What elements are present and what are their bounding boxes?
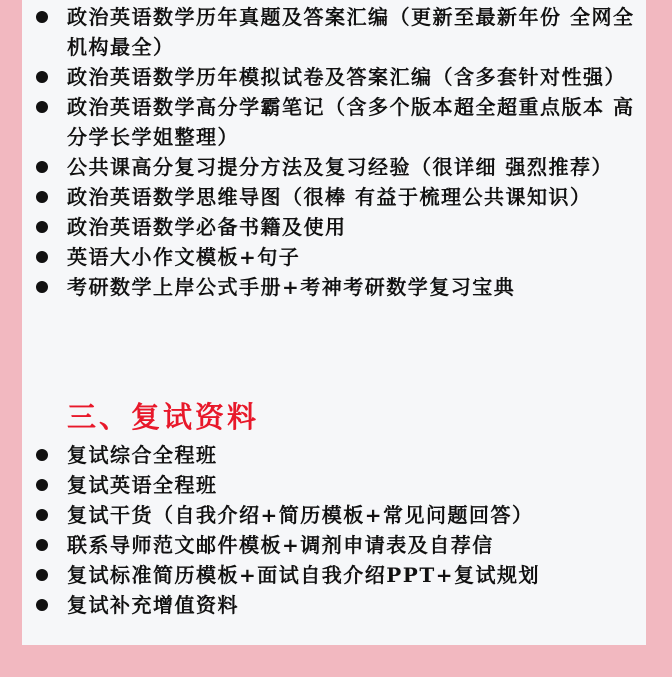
list-item xyxy=(22,152,646,182)
list-item xyxy=(22,212,646,242)
list-item-text: 英语大小作文模板+句子 xyxy=(67,245,301,269)
list-item xyxy=(22,272,646,302)
list-item-text: 联系导师范文邮件模板+调剂申请表及自荐信 xyxy=(67,533,494,557)
list-item-text: 复试英语全程班 xyxy=(67,473,218,497)
list-item xyxy=(22,470,646,500)
bullet-icon xyxy=(36,539,48,551)
bullet-icon xyxy=(36,251,48,263)
bullet-icon xyxy=(36,509,48,521)
list-item xyxy=(22,530,646,560)
bullet-icon xyxy=(36,101,48,113)
list-item-text: 复试综合全程班 xyxy=(67,443,218,467)
list-item xyxy=(22,242,646,272)
bullet-icon xyxy=(36,569,48,581)
list-item-text: 政治英语数学思维导图（很棒 有益于梳理公共课知识） xyxy=(67,185,592,209)
list-item xyxy=(22,560,646,590)
list-item-text: 政治英语数学必备书籍及使用 xyxy=(67,215,347,239)
bullet-icon xyxy=(36,479,48,491)
list-item-text: 复试标准简历模板+面试自我介绍PPT+复试规划 xyxy=(67,563,540,587)
content-panel xyxy=(22,0,646,645)
list-item xyxy=(22,182,646,212)
list-item-text: 考研数学上岸公式手册+考神考研数学复习宝典 xyxy=(67,275,516,299)
bullet-icon xyxy=(36,11,48,23)
bullet-icon xyxy=(36,191,48,203)
bullet-icon xyxy=(36,449,48,461)
section-three-heading: 三、复试资料 xyxy=(67,400,260,434)
bullet-icon xyxy=(36,599,48,611)
section-two-list xyxy=(22,2,646,302)
bullet-icon xyxy=(36,71,48,83)
list-item xyxy=(22,92,646,152)
list-item xyxy=(22,62,646,92)
list-item xyxy=(22,500,646,530)
list-item-text: 公共课高分复习提分方法及复习经验（很详细 强烈推荐） xyxy=(67,155,613,179)
section-three-list xyxy=(22,440,646,620)
list-item xyxy=(22,590,646,620)
list-item-text: 政治英语数学历年真题及答案汇编（更新至最新年份 全网全机构最全） xyxy=(67,5,635,59)
list-item-text: 复试补充增值资料 xyxy=(67,593,239,617)
list-item xyxy=(22,440,646,470)
bullet-icon xyxy=(36,161,48,173)
bullet-icon xyxy=(36,221,48,233)
list-item-text: 复试干货（自我介绍+简历模板+常见问题回答） xyxy=(67,503,534,527)
list-item xyxy=(22,2,646,62)
list-item-text: 政治英语数学历年模拟试卷及答案汇编（含多套针对性强） xyxy=(67,65,626,89)
bullet-icon xyxy=(36,281,48,293)
list-item-text: 政治英语数学高分学霸笔记（含多个版本超全超重点版本 高分学长学姐整理） xyxy=(67,95,635,149)
